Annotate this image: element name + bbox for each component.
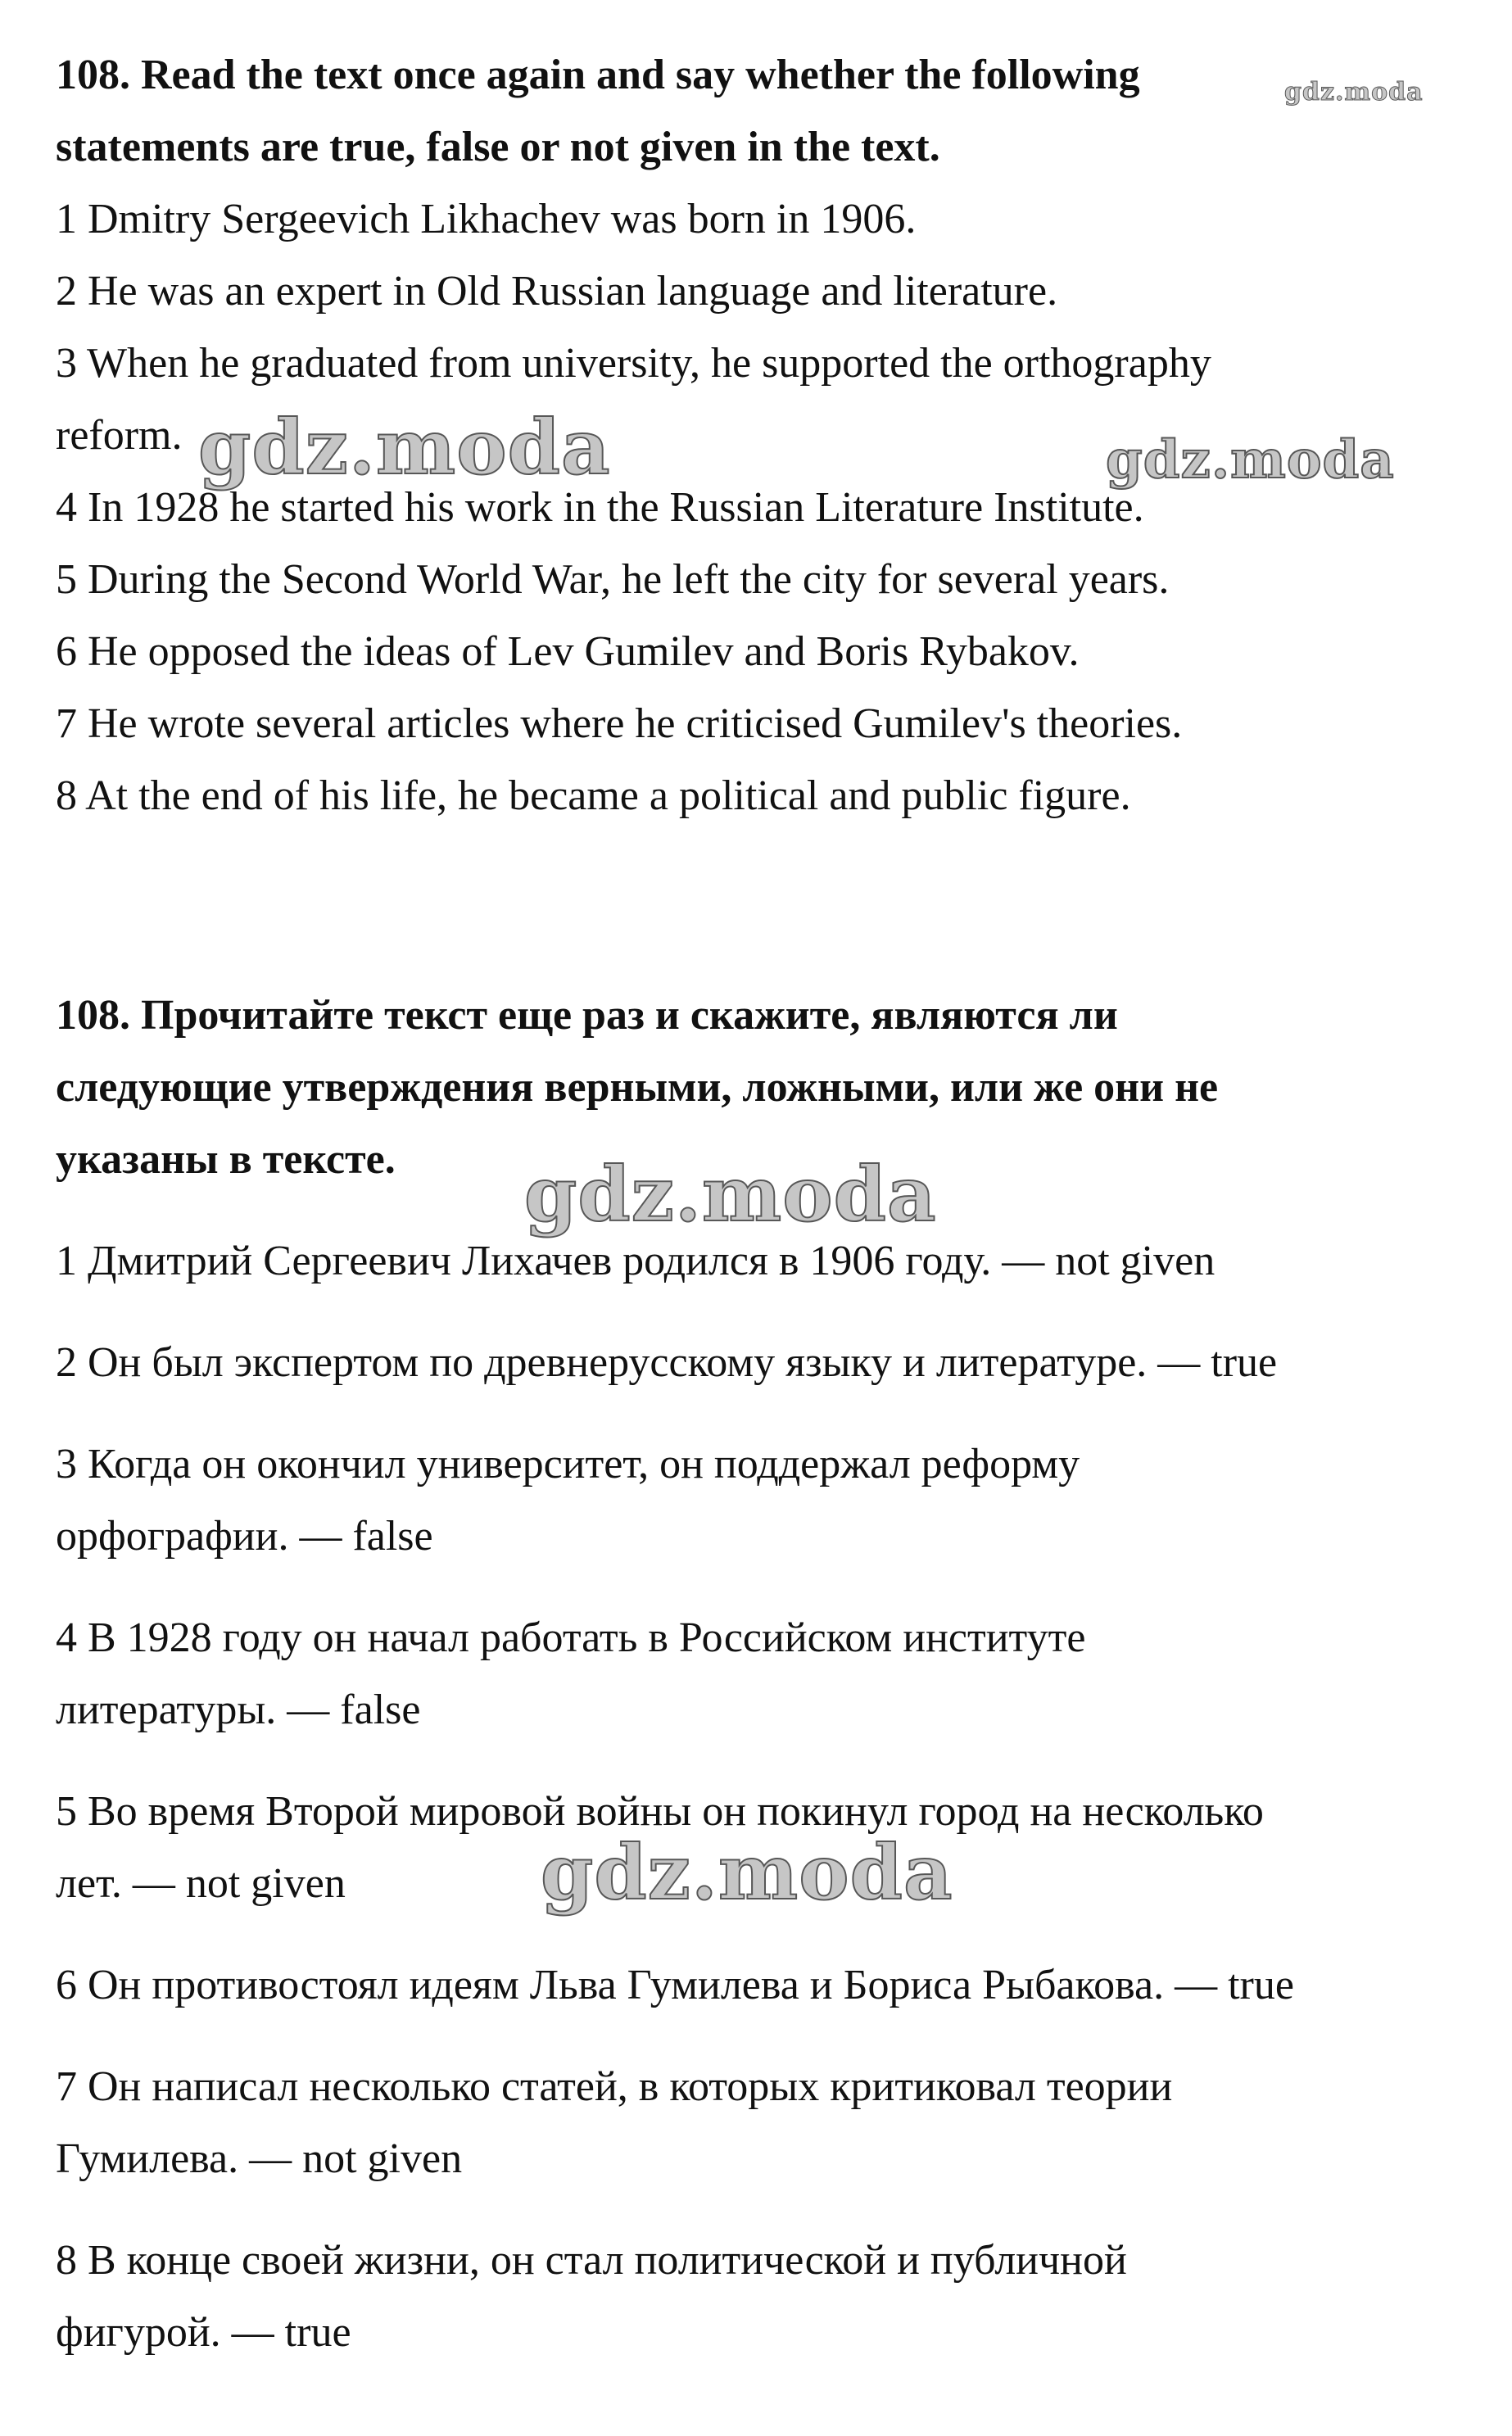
russian-heading-line-3: указаны в тексте. — [56, 1136, 396, 1183]
russian-heading-line-1: 108. Прочитайте текст еще раз и скажите, являются ли — [56, 992, 1118, 1039]
statement-3: 3 When he graduated from university, he supported the orthography — [56, 340, 1211, 387]
statement-1: 1 Dmitry Sergeevich Likhachev was born in 1906. — [56, 196, 917, 242]
watermark-small: gdz.moda — [1284, 78, 1424, 106]
answer-6: 6 Он противостоял идеям Льва Гумилева и Бориса Рыбакова. — true — [56, 1962, 1294, 2008]
watermark-4: gdz.moda — [541, 1828, 953, 1917]
answer-1: 1 Дмитрий Сергеевич Лихачев родился в 1906 году. — not given — [56, 1238, 1215, 1284]
answer-3-line-1: 3 Когда он окончил университет, он поддержал реформу — [56, 1441, 1080, 1487]
answer-2: 2 Он был экспертом по древнерусскому языку и литературе. — true — [56, 1339, 1278, 1386]
answer-5-line-2: лет. — not given — [56, 1860, 346, 1907]
russian-heading-line-2: следующие утверждения верными, ложными, или же они не — [56, 1064, 1219, 1111]
statement-7: 7 He wrote several articles where he criticised Gumilev's theories. — [56, 700, 1183, 747]
statement-4: 4 In 1928 he started his work in the Russian Literature Institute. — [56, 484, 1144, 531]
statement-5: 5 During the Second World War, he left the city for several years. — [56, 556, 1170, 603]
answer-7-line-2: Гумилева. — not given — [56, 2135, 463, 2182]
answer-4-line-2: литературы. — false — [56, 1687, 421, 1733]
answer-8-line-1: 8 В конце своей жизни, он стал политической и публичной — [56, 2237, 1127, 2284]
watermark-1: gdz.moda — [198, 403, 611, 491]
watermark-2: gdz.moda — [1106, 429, 1395, 491]
answer-5-line-1: 5 Во время Второй мировой войны он покинул город на несколько — [56, 1788, 1264, 1835]
answer-8-line-2: фигурой. — true — [56, 2309, 351, 2356]
english-heading-line-1: 108. Read the text once again and say whether the following — [56, 52, 1140, 98]
statement-3-continuation: reform. — [56, 412, 183, 459]
answer-3-line-2: орфографии. — false — [56, 1513, 433, 1560]
english-heading-line-2: statements are true, false or not given in the text. — [56, 124, 940, 170]
statement-6: 6 He opposed the ideas of Lev Gumilev and Boris Rybakov. — [56, 628, 1080, 675]
answer-7-line-1: 7 Он написал несколько статей, в которых критиковал теории — [56, 2063, 1173, 2110]
answer-4-line-1: 4 В 1928 году он начал работать в Российском институте — [56, 1614, 1086, 1661]
watermark-3: gdz.moda — [524, 1150, 937, 1238]
statement-8: 8 At the end of his life, he became a political and public figure. — [56, 772, 1131, 819]
statement-2: 2 He was an expert in Old Russian language and literature. — [56, 268, 1058, 315]
